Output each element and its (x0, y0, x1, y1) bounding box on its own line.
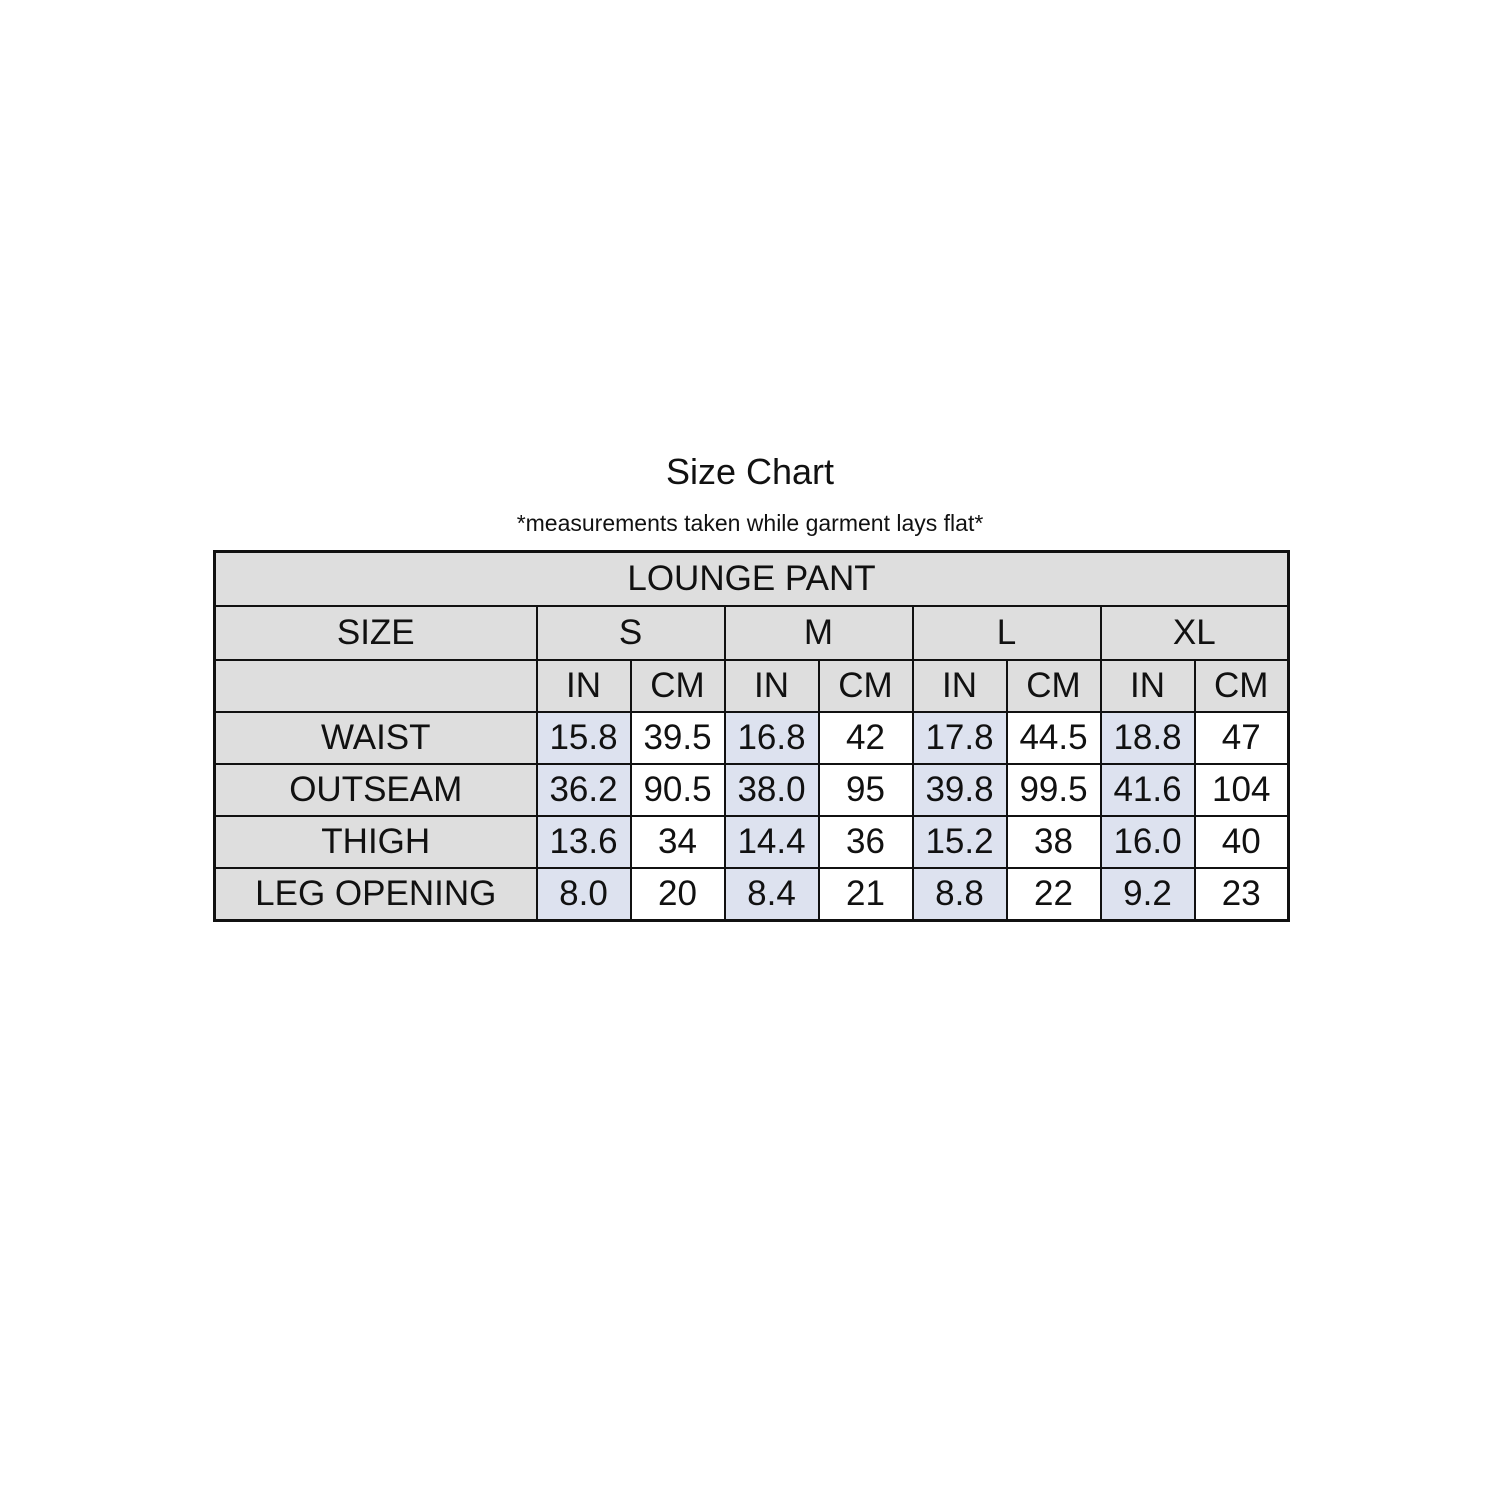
unit-header: CM (819, 660, 913, 712)
row-label: THIGH (215, 816, 537, 868)
value-cell-in: 14.4 (725, 816, 819, 868)
value-cell-in: 17.8 (913, 712, 1007, 764)
unit-header: CM (631, 660, 725, 712)
value-cell-in: 15.2 (913, 816, 1007, 868)
page-subtitle: *measurements taken while garment lays flat* (516, 510, 984, 536)
value-cell-cm: 38 (1007, 816, 1101, 868)
table-row (215, 764, 1289, 816)
unit-header-row (215, 660, 1289, 712)
value-cell-cm: 90.5 (631, 764, 725, 816)
value-cell-in: 8.0 (537, 868, 631, 921)
unit-header: IN (725, 660, 819, 712)
unit-header: IN (537, 660, 631, 712)
page-title: Size Chart (665, 451, 835, 492)
value-cell-cm: 22 (1007, 868, 1101, 921)
value-cell-cm: 42 (819, 712, 913, 764)
unit-header: CM (1195, 660, 1289, 712)
row-label: OUTSEAM (215, 764, 537, 816)
value-cell-cm: 40 (1195, 816, 1289, 868)
size-header-m: M (725, 606, 913, 660)
unit-row-label (215, 660, 537, 712)
table-title-row (215, 552, 1289, 607)
value-cell-in: 38.0 (725, 764, 819, 816)
value-cell-in: 18.8 (1101, 712, 1195, 764)
value-cell-in: 8.4 (725, 868, 819, 921)
value-cell-cm: 21 (819, 868, 913, 921)
value-cell-in: 39.8 (913, 764, 1007, 816)
value-cell-cm: 104 (1195, 764, 1289, 816)
value-cell-in: 16.0 (1101, 816, 1195, 868)
size-header-s: S (537, 606, 725, 660)
value-cell-cm: 23 (1195, 868, 1289, 921)
value-cell-cm: 47 (1195, 712, 1289, 764)
table-row (215, 712, 1289, 764)
value-cell-cm: 44.5 (1007, 712, 1101, 764)
value-cell-in: 9.2 (1101, 868, 1195, 921)
table-row (215, 868, 1289, 921)
unit-header: CM (1007, 660, 1101, 712)
value-cell-cm: 20 (631, 868, 725, 921)
value-cell-cm: 95 (819, 764, 913, 816)
value-cell-in: 41.6 (1101, 764, 1195, 816)
row-label: LEG OPENING (215, 868, 537, 921)
unit-header: IN (1101, 660, 1195, 712)
value-cell-in: 36.2 (537, 764, 631, 816)
size-label: SIZE (215, 606, 537, 660)
size-header-row (215, 606, 1289, 660)
size-header-xl: XL (1101, 606, 1289, 660)
value-cell-cm: 99.5 (1007, 764, 1101, 816)
value-cell-cm: 36 (819, 816, 913, 868)
unit-header: IN (913, 660, 1007, 712)
size-header-l: L (913, 606, 1101, 660)
value-cell-cm: 34 (631, 816, 725, 868)
product-name: LOUNGE PANT (215, 552, 1289, 607)
value-cell-in: 15.8 (537, 712, 631, 764)
size-chart-table (213, 550, 1290, 922)
value-cell-in: 16.8 (725, 712, 819, 764)
value-cell-cm: 39.5 (631, 712, 725, 764)
row-label: WAIST (215, 712, 537, 764)
table-row (215, 816, 1289, 868)
value-cell-in: 13.6 (537, 816, 631, 868)
value-cell-in: 8.8 (913, 868, 1007, 921)
